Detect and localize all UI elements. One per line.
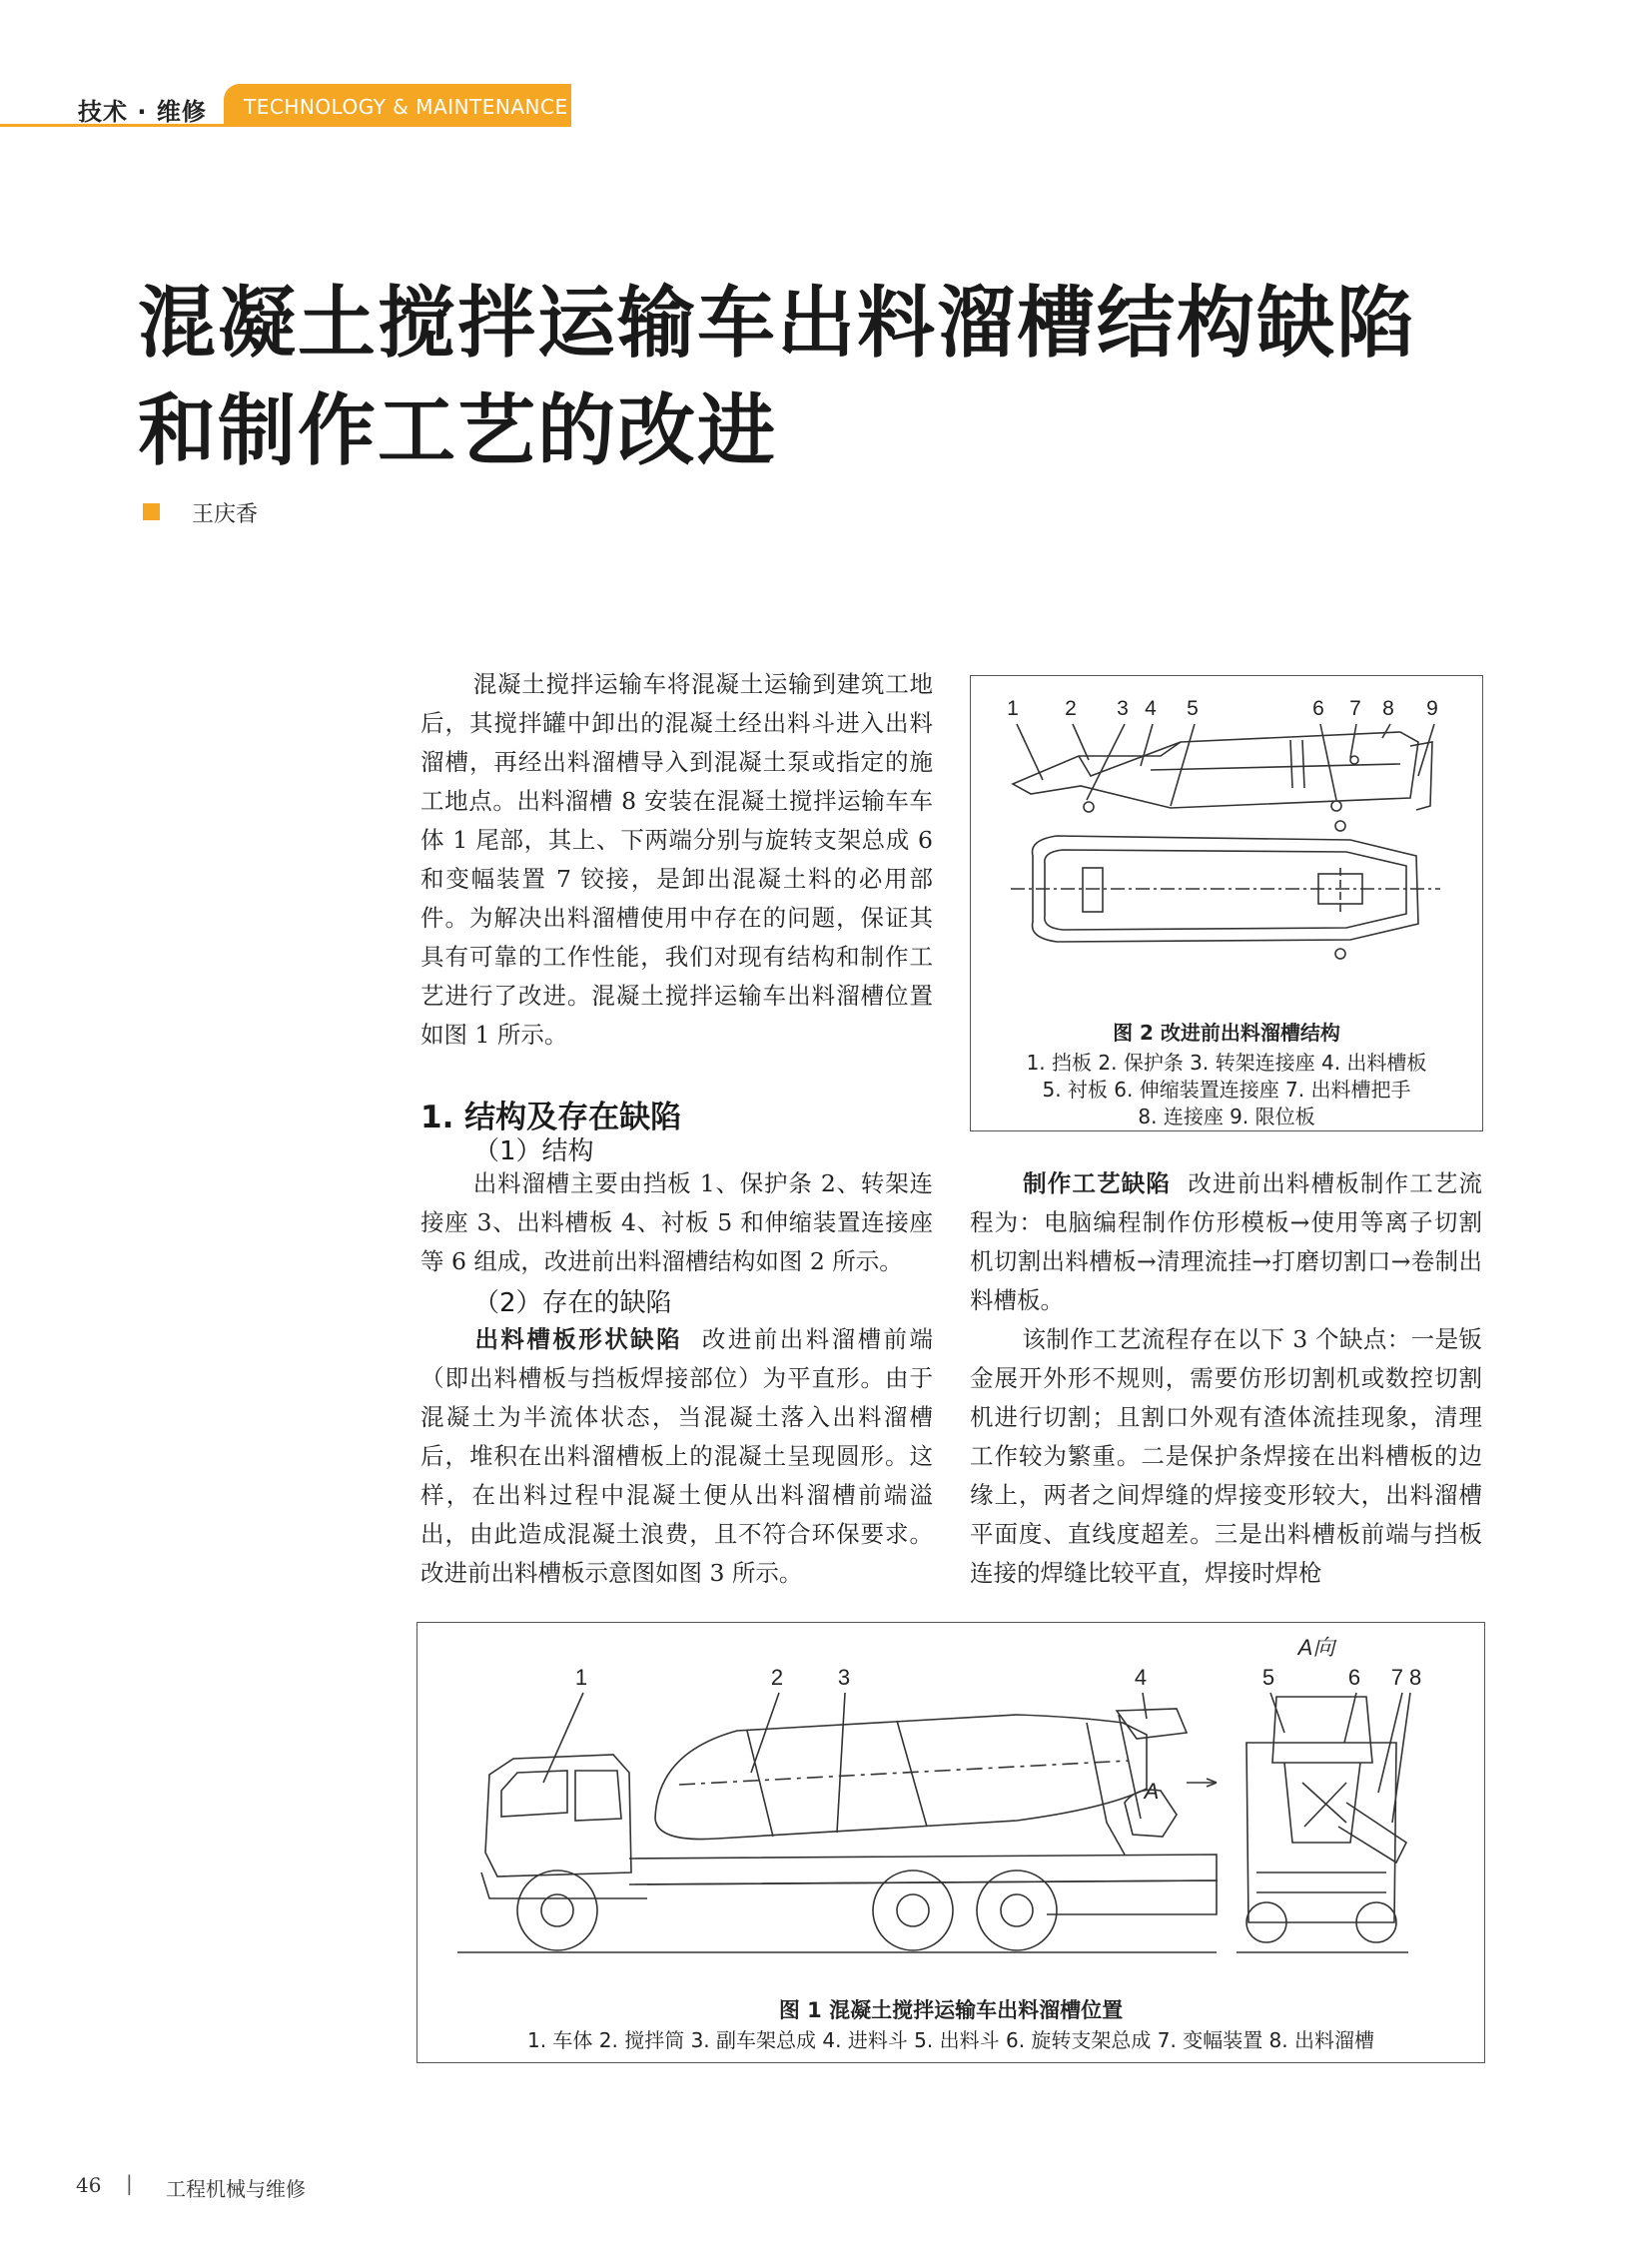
defect-process-label: 制作工艺缺陷 bbox=[1022, 1169, 1172, 1197]
footer-separator: | bbox=[126, 2171, 133, 2195]
fig1-arrow-label: A bbox=[1144, 1779, 1160, 1804]
figure-2 bbox=[970, 675, 1483, 1131]
subsection-heading-structure: （1）结构 bbox=[473, 1136, 594, 1166]
author-square-icon bbox=[143, 503, 160, 520]
fig1-view-label: A向 bbox=[1297, 1635, 1335, 1660]
title-line-1: 混凝土搅拌运输车出料溜槽结构缺陷 bbox=[138, 279, 1417, 369]
fig1-label-4: 4 bbox=[1134, 1665, 1148, 1690]
article-title bbox=[138, 270, 1436, 485]
title-line-2: 和制作工艺的改进 bbox=[138, 386, 778, 476]
journal-name: 工程机械与维修 bbox=[166, 2177, 306, 2201]
fig2-legend-line3: 8. 连接座 9. 限位板 bbox=[1138, 1105, 1315, 1128]
fig2-label-8: 8 bbox=[1382, 697, 1394, 720]
chute-drawing bbox=[971, 676, 1482, 1016]
fig2-label-5: 5 bbox=[1187, 697, 1199, 720]
defect-shape-paragraph: 出料槽板形状缺陷 改进前出料溜槽前端（即出料槽板与挡板焊接部位）为平直形。由于混凝土为半流体状态，当混凝土落入出料溜槽后，堆积在出料溜槽板上的混凝土呈现圆形。这样，在出料过程中混凝土便从出料溜槽前端溢出，由此造成混凝土浪费，且不符合环保要求。改进前出料槽板示意图如图 3 所示。 bbox=[420, 1325, 934, 1587]
subsection-heading-defects: （2）存在的缺陷 bbox=[473, 1288, 672, 1318]
structure-paragraph: 出料溜槽主要由挡板 1、保护条 2、转架连接座 3、出料槽板 4、衬板 5 和伸缩装置连接座等 6 组成，改进前出料溜槽结构如图 2 所示。 bbox=[420, 1169, 933, 1275]
author-name: 王庆香 bbox=[192, 502, 259, 527]
fig2-caption-title: 图 2 改进前出料溜槽结构 bbox=[1113, 1021, 1340, 1045]
fig2-label-6: 6 bbox=[1312, 697, 1324, 720]
fig1-label-3: 3 bbox=[837, 1665, 851, 1690]
fig1-label-2: 2 bbox=[770, 1665, 784, 1690]
defect-process-paragraph: 制作工艺缺陷 改进前出料槽板制作工艺流程为：电脑编程制作仿形模板→使用等离子切割机切割出料槽板→清理流挂→打磨切割口→卷制出料槽板。 bbox=[970, 1169, 1483, 1314]
fig2-legend-line1: 1. 挡板 2. 保护条 3. 转架连接座 4. 出料槽板 bbox=[1026, 1051, 1427, 1075]
fig2-legend-line2: 5. 衬板 6. 伸缩装置连接座 7. 出料槽把手 bbox=[1042, 1078, 1411, 1102]
fig2-label-3: 3 bbox=[1117, 697, 1129, 720]
defect-shape-label: 出料槽板形状缺陷 bbox=[472, 1325, 683, 1353]
fig1-label-1: 1 bbox=[574, 1665, 588, 1690]
fig1-label-5: 5 bbox=[1261, 1665, 1275, 1690]
section-label: 技术 · 维修 bbox=[78, 98, 207, 126]
fig2-label-9: 9 bbox=[1426, 697, 1438, 720]
fig2-label-7: 7 bbox=[1349, 697, 1361, 720]
mixer-truck-drawing bbox=[417, 1623, 1484, 1982]
defect-process-continued: 该制作工艺流程存在以下 3 个缺点：一是钣金展开外形不规则，需要仿形切割机或数控切割机进行切割；且割口外观有渣体流挂现象，清理工作较为繁重。二是保护条焊接在出料槽板的边缘上，两者之间焊缝的焊接变形较大，出料溜槽平面度、直线度超差。三是出料槽板前端与挡板连接的焊缝比较平直，焊接时焊枪 bbox=[970, 1325, 1482, 1587]
page-number: 46 bbox=[76, 2173, 102, 2197]
fig2-label-2: 2 bbox=[1065, 697, 1077, 720]
figure-1 bbox=[416, 1622, 1485, 2063]
fig1-caption-title: 图 1 混凝土搅拌运输车出料溜槽位置 bbox=[778, 1998, 1124, 2022]
fig1-label-6: 6 bbox=[1347, 1665, 1361, 1690]
section-heading: 1. 结构及存在缺陷 bbox=[420, 1100, 682, 1135]
fig2-label-1: 1 bbox=[1007, 697, 1019, 720]
fig2-label-4: 4 bbox=[1145, 697, 1157, 720]
fig1-label-78: 7 8 bbox=[1390, 1665, 1422, 1690]
intro-paragraph: 混凝土搅拌运输车将混凝土运输到建筑工地后，其搅拌罐中卸出的混凝土经出料斗进入出料溜槽，再经出料溜槽导入到混凝土泵或指定的施工地点。出料溜槽 8 安装在混凝土搅拌运输车车体 1 尾部，其上、下两端分别与旋转支架总成 6 和变幅装置 7 铰接，是卸出混凝土料的必用部件。为解决出料溜槽使用中存在的问题，保证其具有可靠的工作性能，我们对现有结构和制作工艺进行了改进。混凝土搅拌运输车出料溜槽位置如图 1 所示。 bbox=[420, 670, 933, 1049]
fig1-legend: 1. 车体 2. 搅拌筒 3. 副车架总成 4. 进料斗 5. 出料斗 6. 旋转支架总成 7. 变幅装置 8. 出料溜槽 bbox=[526, 2028, 1375, 2052]
section-label-en: TECHNOLOGY & MAINTENANCE bbox=[244, 95, 568, 119]
